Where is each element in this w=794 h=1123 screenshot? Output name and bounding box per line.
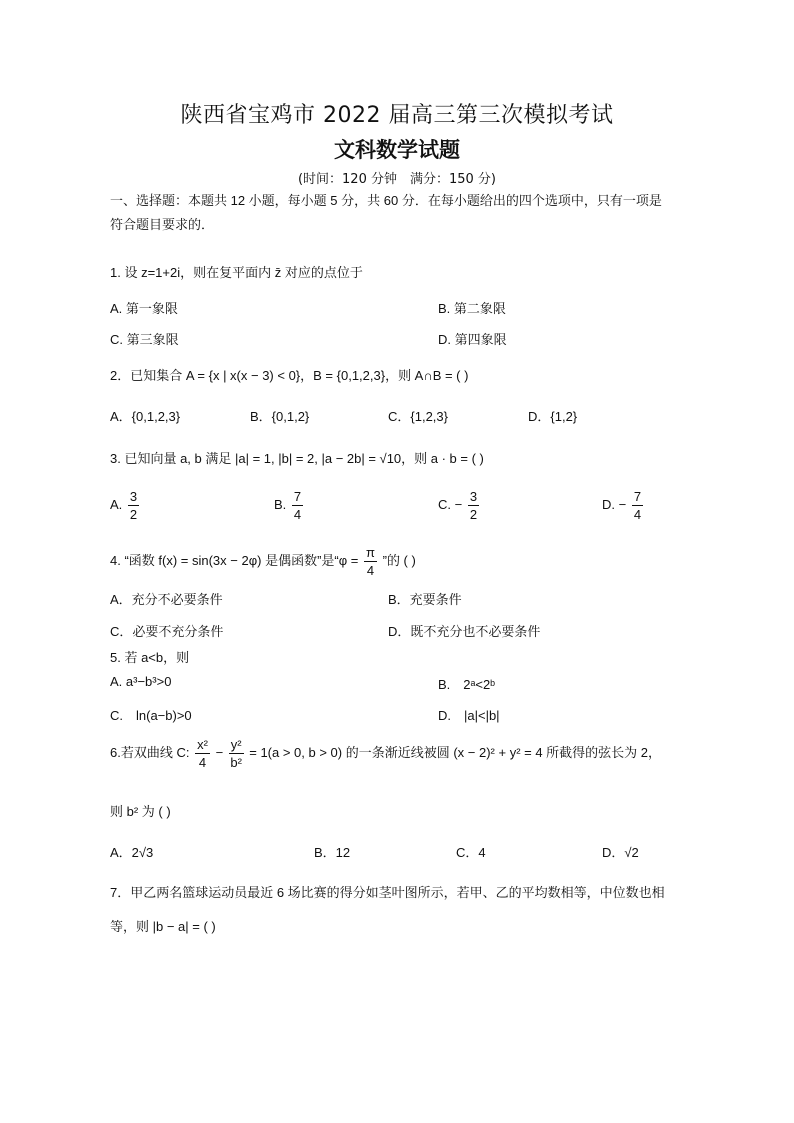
q3-stem: 3. 已知向量 a, b 满足 |a| = 1, |b| = 2, |a − 2b| = √10，则 a · b = ( ) [110, 451, 484, 466]
q6-fraction-2-num: y² [230, 737, 242, 752]
q5-option-a: A. a³−b³>0 [110, 674, 172, 689]
q4-stem-post: ”的 ( ) [382, 552, 416, 568]
q1-option-b: B. 第二象限 [438, 301, 506, 316]
q6-stem-line2: 则 b² 为 ( ) [110, 804, 171, 819]
q4-option-a: A．充分不必要条件 [110, 592, 223, 607]
exam-time-info: (时间：120 分钟 满分：150 分) [297, 172, 497, 187]
q6-minus: − [215, 744, 224, 760]
q6-stem-pre: 6.若双曲线 C: [110, 744, 190, 760]
q2-option-d: D．{1,2} [528, 409, 578, 424]
q2-option-c: C．{1,2,3} [388, 409, 448, 424]
q2-option-a: A．{0,1,2,3} [110, 409, 181, 424]
q6-fraction-2-den: b² [230, 755, 242, 770]
q1-stem: 1. 设 z=1+2i，则在复平面内 z̄ 对应的点位于 [110, 265, 363, 280]
q6-option-d: D．√2 [602, 845, 639, 860]
q3-option-a-fraction [128, 490, 139, 521]
q3-option-b-den: 4 [293, 507, 302, 522]
q4-option-c: C．必要不充分条件 [110, 624, 224, 639]
q3-option-c-sign: − [454, 496, 463, 512]
q6-option-c: C．4 [456, 845, 486, 860]
section-instructions-line2: 符合题目要求的． [110, 217, 215, 232]
q5-option-c: C. ln(a−b)>0 [110, 708, 192, 723]
q6-stem [110, 738, 661, 769]
q1-option-d: D. 第四象限 [438, 332, 507, 347]
q3-option-d-sign: − [618, 496, 627, 512]
q3-option-b-fraction [292, 490, 303, 521]
q3-option-b-label: B. [274, 496, 287, 512]
q4-stem-num: π [366, 545, 375, 560]
q3-option-b-num: 7 [293, 489, 302, 504]
q1-option-a: A. 第一象限 [110, 301, 178, 316]
q6-option-b: B．12 [314, 845, 351, 860]
q4-stem-fraction [364, 546, 377, 577]
q3-option-d-num: 7 [633, 489, 642, 504]
q6-fraction-1 [195, 738, 210, 769]
q1-option-c: C. 第三象限 [110, 332, 179, 347]
q3-option-d [602, 490, 645, 521]
q3-option-d-fraction [632, 490, 643, 521]
q4-stem-pre: 4. “函数 f(x) = sin(3x − 2φ) 是偶函数”是“φ = [110, 552, 359, 568]
q6-fraction-1-den: 4 [198, 755, 207, 770]
q3-option-c [438, 490, 481, 521]
q3-option-c-fraction [468, 490, 479, 521]
q3-option-c-num: 3 [469, 489, 478, 504]
q3-option-a-den: 2 [129, 507, 138, 522]
q3-option-d-den: 4 [633, 507, 642, 522]
q3-option-a [110, 490, 141, 521]
q5-stem: 5. 若 a<b，则 [110, 650, 190, 665]
exam-subtitle: 文科数学试题 [334, 137, 460, 162]
q4-option-b: B．充要条件 [388, 592, 462, 607]
q7-stem-line1: 7．甲乙两名篮球运动员最近 6 场比赛的得分如茎叶图所示，若甲、乙的平均数相等，中位数也相 [110, 885, 665, 900]
q2-option-b: B．{0,1,2} [250, 409, 310, 424]
section-instructions-line1: 一、选择题：本题共 12 小题，每小题 5 分，共 60 分．在每小题给出的四个选项中，只有一项是 [110, 193, 662, 208]
q5-option-d: D. |a|<|b| [438, 708, 500, 723]
q5-option-b: B. 2ᵃ<2ᵇ [438, 677, 496, 692]
q3-option-c-den: 2 [469, 507, 478, 522]
q4-stem [110, 546, 416, 577]
q6-option-a: A．2√3 [110, 845, 154, 860]
q7-stem-line2: 等，则 |b − a| = ( ) [110, 919, 216, 934]
q6-fraction-2 [229, 738, 244, 769]
q4-option-d: D．既不充分也不必要条件 [388, 624, 541, 639]
q3-option-b [274, 490, 305, 521]
q6-fraction-1-num: x² [197, 737, 208, 752]
q2-stem: 2．已知集合 A = {x | x(x − 3) < 0}，B = {0,1,2,3}，则 A∩B = ( ) [110, 368, 469, 383]
q3-option-c-label: C. [438, 496, 451, 512]
q6-stem-post: = 1(a > 0, b > 0) 的一条渐近线被圆 (x − 2)² + y² = 4 所截得的弦长为 2， [249, 744, 662, 760]
q3-option-a-num: 3 [129, 489, 138, 504]
q3-option-a-label: A. [110, 496, 123, 512]
q3-option-d-label: D. [602, 496, 615, 512]
q4-stem-den: 4 [366, 563, 375, 578]
exam-title: 陕西省宝鸡市 2022 届高三第三次模拟考试 [180, 103, 614, 128]
